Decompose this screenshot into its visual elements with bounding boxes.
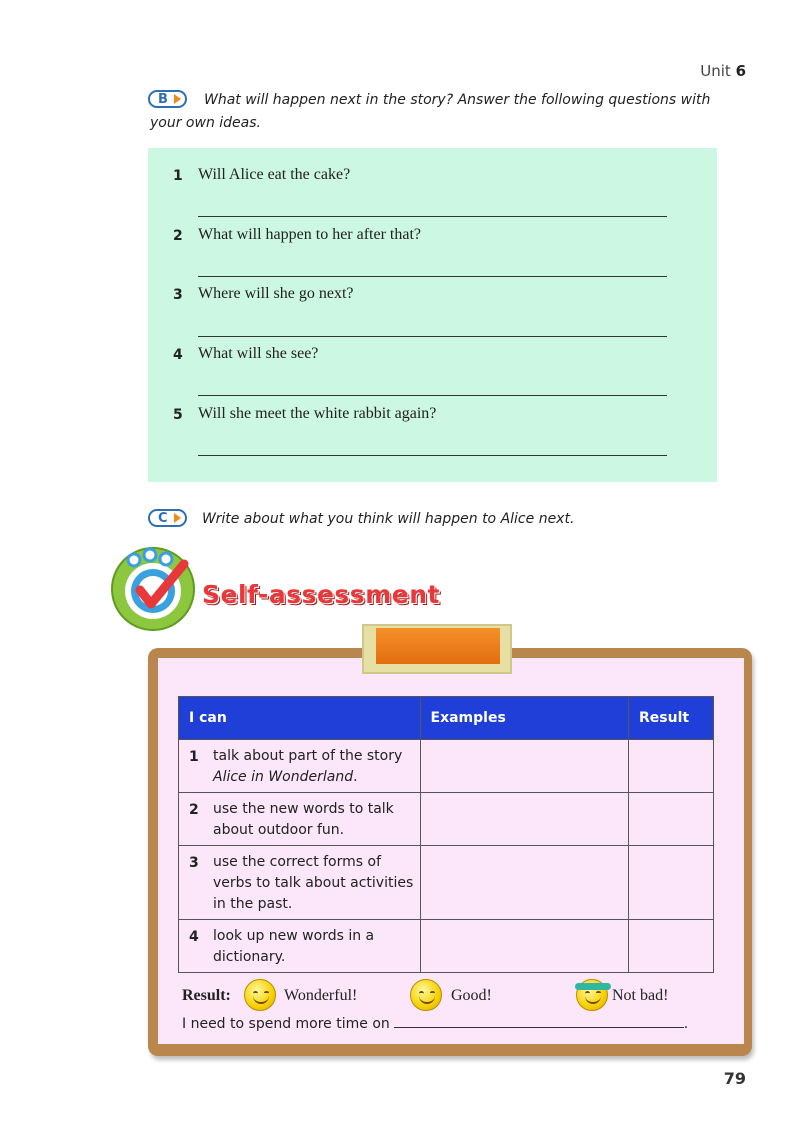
header-result: Result bbox=[629, 697, 714, 740]
section-b-instruction-line2: your own ideas. bbox=[150, 115, 261, 131]
result-cell[interactable] bbox=[629, 740, 714, 793]
section-b-badge bbox=[148, 90, 187, 108]
smile-face-icon bbox=[410, 979, 442, 1011]
row-number: 2 bbox=[189, 802, 199, 818]
question-text: Will Alice eat the cake? bbox=[198, 166, 351, 183]
more-time-blank[interactable] bbox=[394, 1016, 684, 1028]
question-number: 4 bbox=[173, 347, 183, 363]
row-number: 3 bbox=[189, 855, 199, 871]
checkmark-logo-icon bbox=[110, 546, 196, 632]
result-option-good: Good! bbox=[451, 987, 492, 1004]
table-row bbox=[179, 793, 714, 846]
self-assessment-table bbox=[178, 696, 714, 973]
board-tab bbox=[376, 628, 500, 664]
section-b-instruction-line1: What will happen next in the story? Answer the following questions with bbox=[204, 92, 711, 108]
badge-letter: C bbox=[158, 510, 168, 526]
result-cell[interactable] bbox=[629, 793, 714, 846]
can-text-end: . bbox=[353, 769, 358, 785]
can-text: talk about part of the story bbox=[213, 748, 403, 764]
unit-label: Unit 6 bbox=[700, 62, 746, 80]
row-number: 4 bbox=[189, 929, 199, 945]
table-header-row bbox=[179, 697, 714, 740]
section-c-instruction: Write about what you think will happen to Alice next. bbox=[202, 511, 575, 527]
can-cell bbox=[179, 920, 421, 973]
result-cell[interactable] bbox=[629, 846, 714, 920]
result-cell[interactable] bbox=[629, 920, 714, 973]
can-text: look up new words in a dictionary. bbox=[213, 928, 375, 965]
result-label: Result: bbox=[182, 987, 231, 1004]
result-legend bbox=[182, 985, 712, 1009]
self-assessment-title: Self-assessment bbox=[202, 580, 440, 609]
header-i-can: I can bbox=[179, 697, 421, 740]
question-text: What will she see? bbox=[198, 345, 319, 362]
play-arrow-icon bbox=[174, 94, 181, 104]
smiley-face-icon bbox=[244, 979, 276, 1011]
question-number: 5 bbox=[173, 407, 183, 423]
page-number: 79 bbox=[723, 1069, 746, 1088]
examples-cell[interactable] bbox=[420, 793, 629, 846]
more-time-end: . bbox=[683, 1016, 689, 1032]
question-number: 3 bbox=[173, 287, 183, 303]
section-c-badge bbox=[148, 509, 187, 527]
questions-box bbox=[148, 148, 717, 482]
table-row bbox=[179, 920, 714, 973]
examples-cell[interactable] bbox=[420, 920, 629, 973]
more-time-line bbox=[182, 1016, 688, 1032]
question-text: What will happen to her after that? bbox=[198, 226, 422, 243]
result-option-wonderful: Wonderful! bbox=[284, 987, 358, 1004]
answer-line[interactable] bbox=[198, 216, 667, 217]
examples-cell[interactable] bbox=[420, 846, 629, 920]
bandana-face-icon bbox=[576, 979, 608, 1011]
badge-letter: B bbox=[158, 91, 168, 107]
play-arrow-icon bbox=[174, 513, 181, 523]
table-row bbox=[179, 846, 714, 920]
question-number: 1 bbox=[173, 168, 183, 184]
can-text: use the new words to talk about outdoor fun. bbox=[213, 801, 394, 838]
table-row bbox=[179, 740, 714, 793]
examples-cell[interactable] bbox=[420, 740, 629, 793]
can-cell bbox=[179, 846, 421, 920]
answer-line[interactable] bbox=[198, 336, 667, 337]
result-option-not-bad: Not bad! bbox=[612, 987, 669, 1004]
question-number: 2 bbox=[173, 228, 183, 244]
answer-line[interactable] bbox=[198, 276, 667, 277]
row-number: 1 bbox=[189, 749, 199, 765]
answer-line[interactable] bbox=[198, 455, 667, 456]
answer-line[interactable] bbox=[198, 395, 667, 396]
can-cell bbox=[179, 740, 421, 793]
can-text: use the correct forms of verbs to talk about activities in the past. bbox=[213, 854, 414, 912]
header-examples: Examples bbox=[420, 697, 629, 740]
can-text-italic: Alice in Wonderland bbox=[213, 769, 354, 785]
more-time-text: I need to spend more time on bbox=[182, 1016, 390, 1032]
question-text: Will she meet the white rabbit again? bbox=[198, 405, 437, 422]
question-text: Where will she go next? bbox=[198, 285, 354, 302]
can-cell bbox=[179, 793, 421, 846]
